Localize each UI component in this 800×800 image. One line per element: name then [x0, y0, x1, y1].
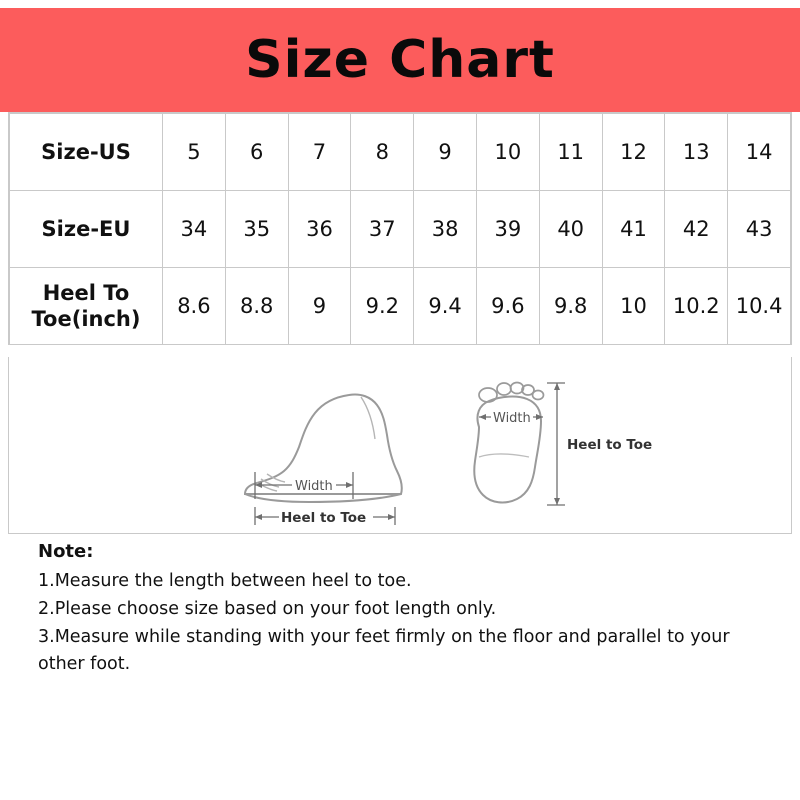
top-view-heel-to-toe-dimension	[547, 383, 652, 505]
cell-heel-to-toe-7: 9.8	[539, 268, 602, 345]
cell-size-eu-5: 38	[414, 191, 477, 268]
top-view-width-label: Width	[493, 411, 531, 426]
cell-heel-to-toe-3: 9	[288, 268, 351, 345]
foot-measure-svg	[9, 357, 793, 533]
cell-heel-to-toe-2: 8.8	[225, 268, 288, 345]
measurement-diagram	[8, 357, 792, 534]
cell-size-us-5: 9	[414, 114, 477, 191]
notes-title	[38, 538, 768, 566]
size-table	[9, 113, 791, 345]
side-view-heel-to-toe-label: Heel to Toe	[281, 510, 367, 526]
cell-heel-to-toe-10: 10.4	[728, 268, 791, 345]
size-table-container	[8, 112, 792, 345]
cell-size-eu-6: 39	[476, 191, 539, 268]
page-title: Size Chart	[245, 30, 555, 90]
notes-section	[38, 538, 768, 679]
header-band	[0, 8, 800, 112]
row-label-size-us: Size-US	[10, 114, 163, 191]
cell-size-eu-10: 43	[728, 191, 791, 268]
table-row	[10, 268, 791, 345]
cell-size-us-2: 6	[225, 114, 288, 191]
cell-heel-to-toe-4: 9.2	[351, 268, 414, 345]
cell-size-eu-1: 34	[163, 191, 226, 268]
cell-heel-to-toe-5: 9.4	[414, 268, 477, 345]
row-label-size-eu: Size-EU	[10, 191, 163, 268]
top-view-footprint-icon	[474, 383, 543, 503]
cell-heel-to-toe-8: 10	[602, 268, 665, 345]
cell-size-us-8: 12	[602, 114, 665, 191]
cell-size-eu-9: 42	[665, 191, 728, 268]
cell-size-us-6: 10	[476, 114, 539, 191]
cell-size-us-4: 8	[351, 114, 414, 191]
cell-size-us-3: 7	[288, 114, 351, 191]
table-row	[10, 114, 791, 191]
cell-size-us-10: 14	[728, 114, 791, 191]
cell-heel-to-toe-6: 9.6	[476, 268, 539, 345]
cell-size-eu-3: 36	[288, 191, 351, 268]
table-row	[10, 191, 791, 268]
cell-heel-to-toe-1: 8.6	[163, 268, 226, 345]
note-line-1: 1.Measure the length between heel to toe.	[38, 570, 412, 591]
note-line-3: 3.Measure while standing with your feet firmly on the floor and parallel to your other foot.	[38, 627, 730, 675]
cell-size-us-7: 11	[539, 114, 602, 191]
cell-heel-to-toe-9: 10.2	[665, 268, 728, 345]
top-view-heel-to-toe-label: Heel to Toe	[567, 437, 653, 453]
cell-size-eu-8: 41	[602, 191, 665, 268]
cell-size-eu-4: 37	[351, 191, 414, 268]
side-view-width-label: Width	[295, 479, 333, 494]
note-line-2: 2.Please choose size based on your foot length only.	[38, 599, 497, 620]
cell-size-eu-2: 35	[225, 191, 288, 268]
cell-size-us-9: 13	[665, 114, 728, 191]
cell-size-eu-7: 40	[539, 191, 602, 268]
notes-title-colon: :	[86, 541, 94, 562]
notes-title-text: Note	[38, 541, 87, 562]
side-view-heel-to-toe-dimension	[255, 507, 395, 526]
row-label-heel-to-toe: Heel To Toe(inch)	[10, 268, 163, 345]
top-view-width-dimension	[479, 409, 543, 426]
cell-size-us-1: 5	[163, 114, 226, 191]
